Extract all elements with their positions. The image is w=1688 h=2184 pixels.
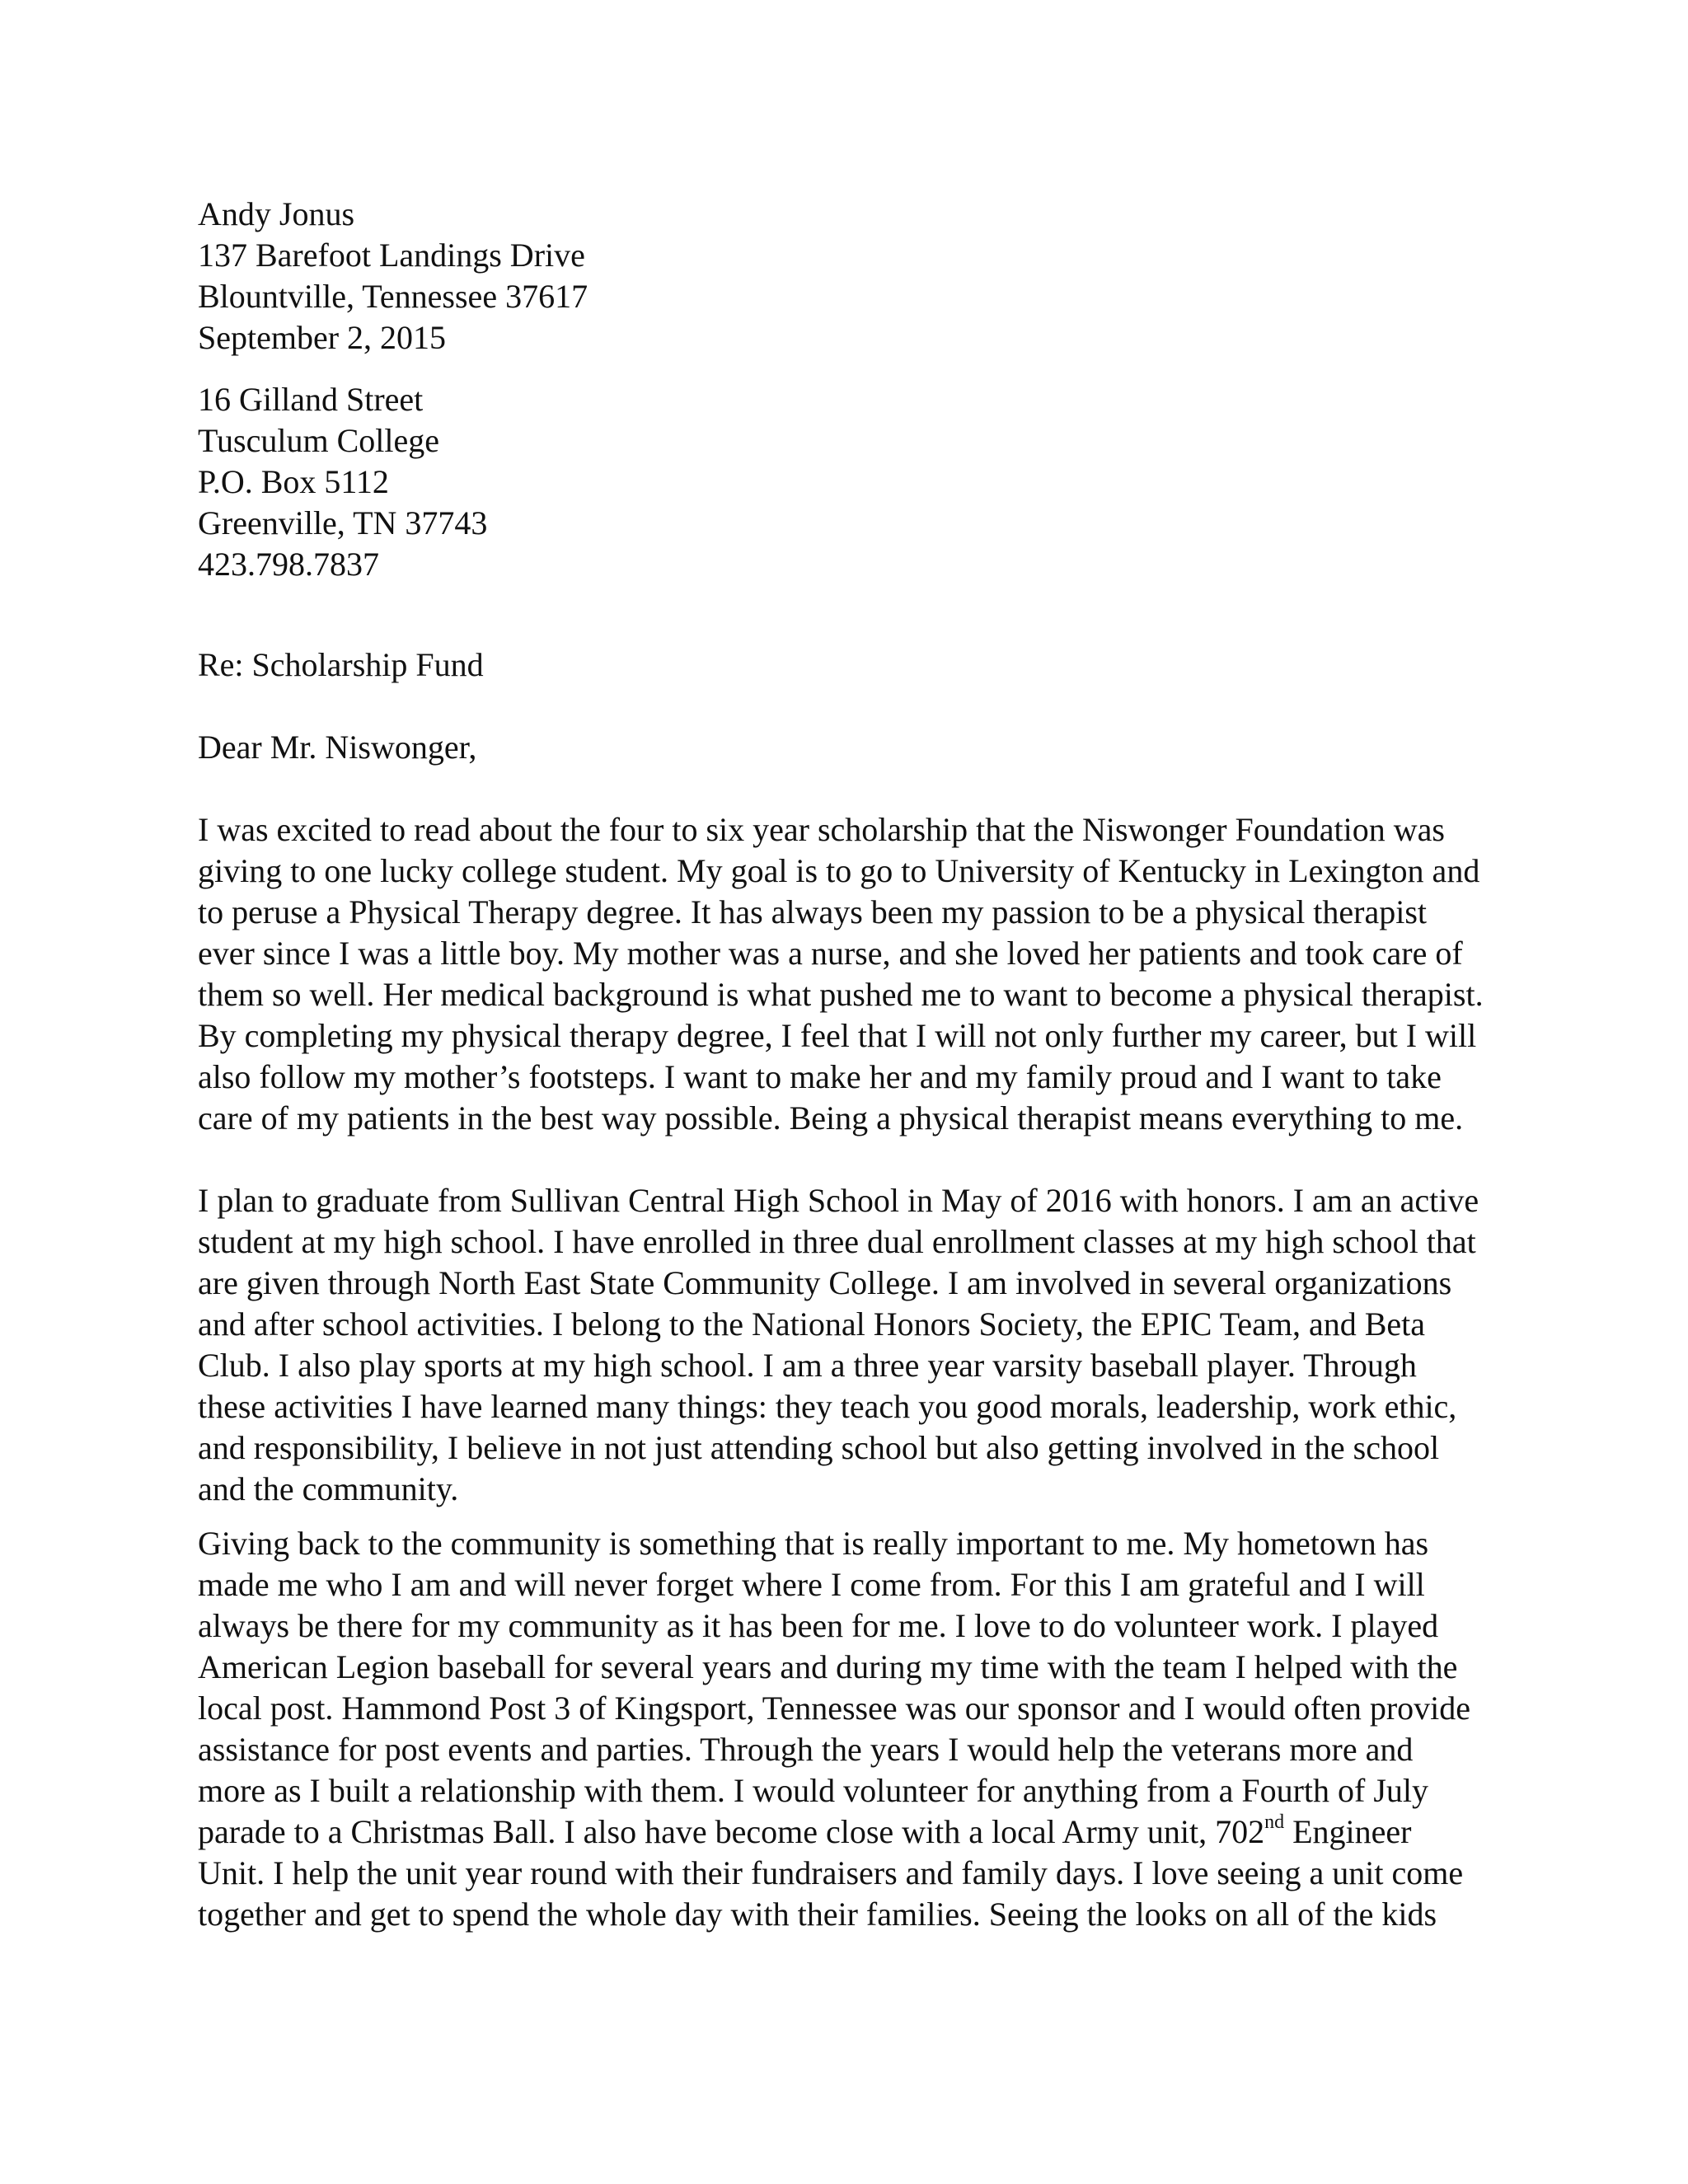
paragraph-line: also follow my mother’s footsteps. I want to make her and my family proud and I want to take	[198, 1058, 1442, 1095]
paragraph-1	[198, 809, 1500, 1139]
sender-address	[198, 194, 1500, 359]
ordinal-suffix: nd	[1264, 1811, 1285, 1833]
paragraph-line: more as I built a relationship with them. I would volunteer for anything from a Fourth of July	[198, 1772, 1429, 1809]
salutation	[198, 727, 1500, 768]
paragraph-line: care of my patients in the best way possible. Being a physical therapist means everything to me.	[198, 1099, 1464, 1137]
paragraph-line: assistance for post events and parties. Through the years I would help the veterans more and	[198, 1731, 1414, 1768]
recipient-org: Tusculum College	[198, 422, 439, 459]
sender-street: 137 Barefoot Landings Drive	[198, 237, 585, 274]
recipient-street: 16 Gilland Street	[198, 381, 424, 418]
recipient-phone: 423.798.7837	[198, 546, 379, 583]
paragraph-line: giving to one lucky college student. My goal is to go to University of Kentucky in Lexington and	[198, 852, 1480, 889]
paragraph-line: American Legion baseball for several years and during my time with the team I helped with the	[198, 1648, 1458, 1685]
paragraph-line: these activities I have learned many things: they teach you good morals, leadership, work ethic,	[198, 1388, 1457, 1425]
paragraph-line: made me who I am and will never forget where I come from. For this I am grateful and I will	[198, 1566, 1425, 1603]
paragraph-line: By completing my physical therapy degree, I feel that I will not only further my career, but I will	[198, 1017, 1477, 1054]
subject-text: Re: Scholarship Fund	[198, 646, 484, 683]
paragraph-3	[198, 1523, 1500, 1935]
ordinal-line-text: parade to a Christmas Ball. I also have become close with a local Army unit, 702	[198, 1813, 1265, 1850]
paragraph-line: and responsibility, I believe in not just attending school but also getting involved in the school	[198, 1429, 1440, 1466]
paragraph-line: to peruse a Physical Therapy degree. It has always been my passion to be a physical therapist	[198, 893, 1428, 930]
subject-line	[198, 644, 1500, 686]
paragraph-2	[198, 1180, 1500, 1510]
recipient-city: Greenville, TN 37743	[198, 504, 488, 541]
paragraph-line: them so well. Her medical background is what pushed me to want to become a physical therapist.	[198, 976, 1484, 1013]
paragraph-line: Giving back to the community is something that is really important to me. My hometown has	[198, 1525, 1429, 1562]
salutation-text: Dear Mr. Niswonger,	[198, 729, 477, 766]
paragraph-line: always be there for my community as it has been for me. I love to do volunteer work. I played	[198, 1607, 1439, 1644]
recipient-pobox: P.O. Box 5112	[198, 463, 389, 500]
paragraph-line: and after school activities. I belong to the National Honors Society, the EPIC Team, and Beta	[198, 1305, 1426, 1343]
paragraph-line: I was excited to read about the four to six year scholarship that the Niswonger Foundation was	[198, 811, 1445, 848]
recipient-address	[198, 379, 1500, 585]
paragraph-line: local post. Hammond Post 3 of Kingsport, Tennessee was our sponsor and I would often provide	[198, 1690, 1471, 1727]
ordinal-following-text: Engineer	[1292, 1813, 1412, 1850]
sender-city: Blountville, Tennessee 37617	[198, 278, 588, 315]
letter-date: September 2, 2015	[198, 319, 447, 356]
paragraph-line: Unit. I help the unit year round with their fundraisers and family days. I love seeing a unit come	[198, 1854, 1464, 1891]
paragraph-line: are given through North East State Community College. I am involved in several organizations	[198, 1264, 1452, 1301]
sender-name: Andy Jonus	[198, 195, 355, 232]
paragraph-line-with-ordinal	[198, 1811, 1500, 1853]
paragraph-line: student at my high school. I have enrolled in three dual enrollment classes at my high school that	[198, 1223, 1476, 1260]
paragraph-line: Club. I also play sports at my high school. I am a three year varsity baseball player. Through	[198, 1347, 1417, 1384]
paragraph-line: and the community.	[198, 1470, 459, 1507]
paragraph-line: I plan to graduate from Sullivan Central High School in May of 2016 with honors. I am an active	[198, 1182, 1479, 1219]
paragraph-line: together and get to spend the whole day with their families. Seeing the looks on all of the kids	[198, 1896, 1437, 1933]
paragraph-line: ever since I was a little boy. My mother was a nurse, and she loved her patients and took care of	[198, 935, 1463, 972]
